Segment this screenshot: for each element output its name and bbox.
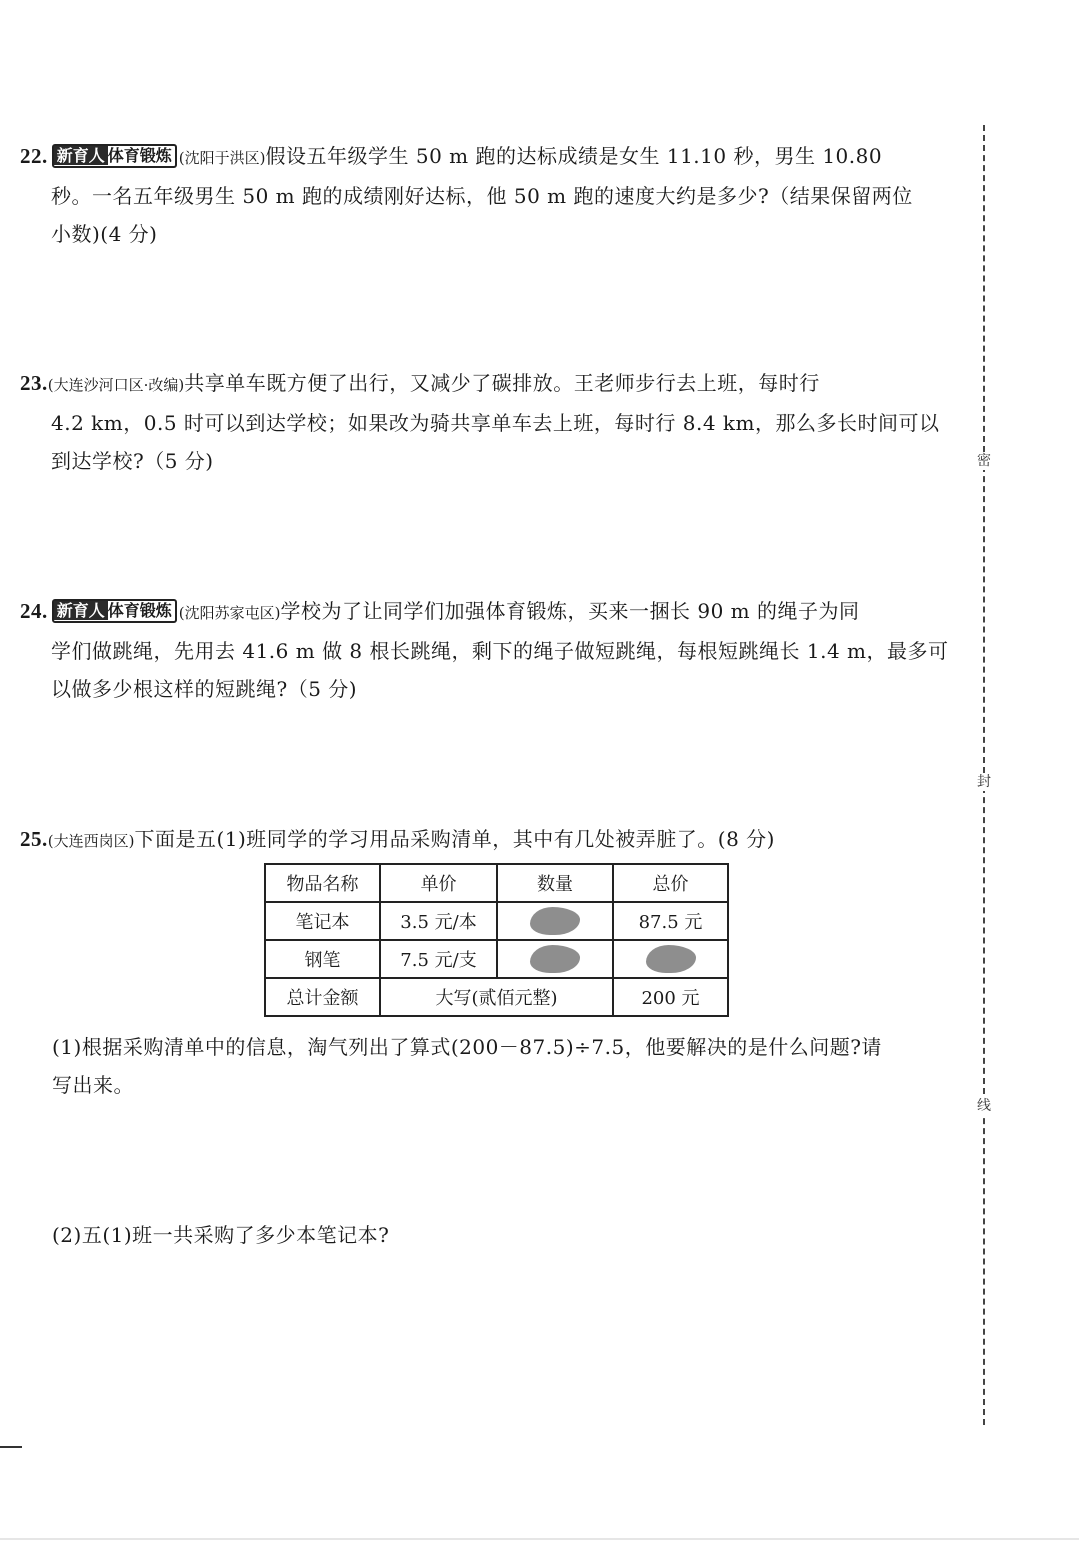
binding-label: 密 bbox=[972, 452, 996, 470]
question-24 bbox=[20, 592, 950, 708]
page-bottom-edge bbox=[0, 1538, 1079, 1540]
topic-tag: 新育人 体育锻炼 bbox=[52, 144, 177, 168]
table-cell: 3.5 元/本 bbox=[380, 902, 497, 940]
question-number: 22. bbox=[20, 144, 48, 168]
topic-tag: 新育人 体育锻炼 bbox=[52, 599, 177, 623]
question-text: 秒。一名五年级男生 50 m 跑的成绩刚好达标，他 50 m 跑的速度大约是多少?（结果保留两位 bbox=[51, 184, 913, 208]
table-cell: 笔记本 bbox=[265, 902, 380, 940]
ink-smudge bbox=[530, 945, 580, 973]
question-source: (大连西岗区) bbox=[47, 832, 135, 850]
question-23 bbox=[20, 364, 950, 480]
margin-tick bbox=[0, 1446, 22, 1448]
ink-smudge bbox=[646, 945, 696, 973]
question-source: (沈阳于洪区) bbox=[178, 149, 266, 167]
table-cell: 7.5 元/支 bbox=[380, 940, 497, 978]
question-text: 到达学校?（5 分) bbox=[51, 449, 214, 473]
table-row bbox=[265, 940, 728, 978]
question-number: 23. bbox=[20, 371, 48, 395]
table-header-row bbox=[265, 864, 728, 902]
purchase-list-table bbox=[264, 863, 729, 1017]
question-text: (1)根据采购清单中的信息，淘气列出了算式(200－87.5)÷7.5，他要解决的是什么问题?请 bbox=[52, 1035, 882, 1059]
question-25-part-2 bbox=[52, 1216, 952, 1254]
question-22 bbox=[20, 137, 950, 253]
table-cell-smudged bbox=[613, 940, 728, 978]
question-text: 下面是五(1)班同学的学习用品采购清单，其中有几处被弄脏了。(8 分) bbox=[134, 827, 775, 851]
table-header-cell: 总价 bbox=[613, 864, 728, 902]
question-text: 4.2 km，0.5 时可以到达学校；如果改为骑共享单车去上班，每时行 8.4 km，那么多长时间可以 bbox=[51, 411, 940, 435]
question-text: 以做多少根这样的短跳绳?（5 分) bbox=[51, 677, 358, 701]
table-cell: 200 元 bbox=[613, 978, 728, 1016]
ink-smudge bbox=[530, 907, 580, 935]
table-cell-smudged bbox=[497, 902, 613, 940]
table-header-cell: 数量 bbox=[497, 864, 613, 902]
question-text: 共享单车既方便了出行，又减少了碳排放。王老师步行去上班，每时行 bbox=[184, 371, 820, 395]
question-text: 写出来。 bbox=[52, 1073, 134, 1097]
table-cell-smudged bbox=[497, 940, 613, 978]
question-text: (2)五(1)班一共采购了多少本笔记本? bbox=[52, 1223, 390, 1247]
table-cell: 钢笔 bbox=[265, 940, 380, 978]
question-text: 假设五年级学生 50 m 跑的达标成绩是女生 11.10 秒，男生 10.80 bbox=[265, 144, 883, 168]
table-row bbox=[265, 902, 728, 940]
question-text: 学们做跳绳，先用去 41.6 m 做 8 根长跳绳，剩下的绳子做短跳绳，每根短跳绳长 1.4 m，最多可 bbox=[51, 639, 949, 663]
question-text: 小数)(4 分) bbox=[51, 222, 158, 246]
table-header-cell: 物品名称 bbox=[265, 864, 380, 902]
question-number: 24. bbox=[20, 599, 48, 623]
question-25 bbox=[20, 820, 950, 860]
binding-label: 封 bbox=[972, 773, 996, 791]
question-25-part-1 bbox=[52, 1028, 952, 1104]
table-cell: 总计金额 bbox=[265, 978, 380, 1016]
question-number: 25. bbox=[20, 827, 48, 851]
binding-label: 线 bbox=[972, 1097, 996, 1115]
table-cell: 87.5 元 bbox=[613, 902, 728, 940]
table-cell: 大写(贰佰元整) bbox=[380, 978, 613, 1016]
question-text: 学校为了让同学们加强体育锻炼，买来一捆长 90 m 的绳子为同 bbox=[280, 599, 860, 623]
table-header-cell: 单价 bbox=[380, 864, 497, 902]
question-source: (沈阳苏家屯区) bbox=[178, 604, 281, 622]
question-source: (大连沙河口区·改编) bbox=[47, 376, 185, 394]
table-total-row bbox=[265, 978, 728, 1016]
